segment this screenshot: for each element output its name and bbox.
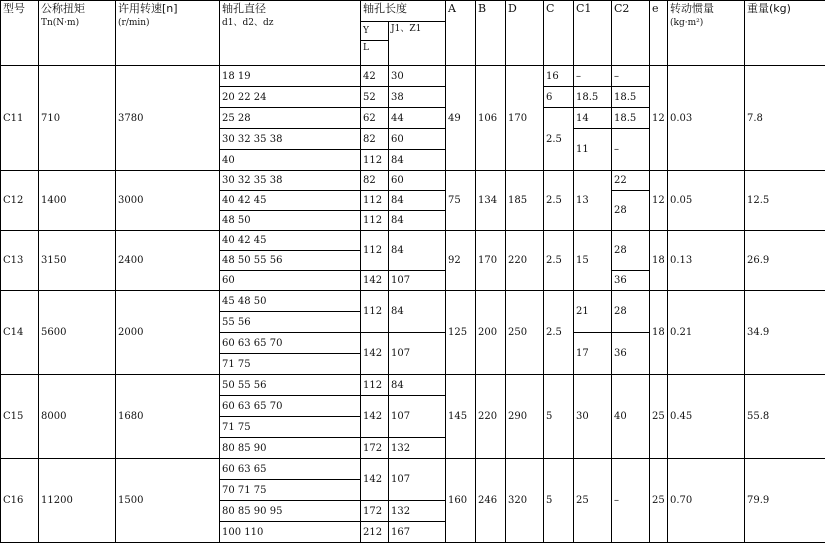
inertia-cell: 0.13 <box>668 231 745 291</box>
e-cell: 18 <box>650 231 668 291</box>
j1-cell: 84 <box>389 150 446 171</box>
c-cell: 5 <box>544 375 574 459</box>
b-cell: 220 <box>476 375 506 459</box>
model-cell: C11 <box>1 66 39 171</box>
bore-cell: 70 71 75 <box>220 480 361 501</box>
bore-cell: 60 63 65 <box>220 459 361 480</box>
c-cell: 5 <box>544 459 574 543</box>
c2-cell: 22 <box>612 171 650 191</box>
weight-cell: 34.9 <box>745 291 825 375</box>
inertia-cell: 0.03 <box>668 66 745 171</box>
torque-cell: 3150 <box>39 231 116 291</box>
y-cell: 142 <box>361 459 389 501</box>
j1-cell: 84 <box>389 291 446 333</box>
c1-cell: 11 <box>574 129 612 171</box>
d-cell: 290 <box>506 375 544 459</box>
c2-cell: – <box>612 129 650 171</box>
header-bore-diameter: 轴孔直径 d1、d2、dz <box>220 1 361 66</box>
bore-cell: 60 63 65 70 <box>220 396 361 417</box>
y-cell: 112 <box>361 191 389 211</box>
j1-cell: 167 <box>389 522 446 543</box>
weight-cell: 55.8 <box>745 375 825 459</box>
e-cell: 25 <box>650 375 668 459</box>
bore-cell: 40 42 45 <box>220 191 361 211</box>
c-cell: 2.5 <box>544 171 574 231</box>
torque-cell: 5600 <box>39 291 116 375</box>
header-c2: C2 <box>612 1 650 66</box>
y-cell: 62 <box>361 108 389 129</box>
bore-cell: 45 48 50 <box>220 291 361 312</box>
header-l: L <box>361 41 389 66</box>
header-bore-length: 轴孔长度 <box>361 1 446 22</box>
d-cell: 185 <box>506 171 544 231</box>
bore-cell: 60 63 65 70 <box>220 333 361 354</box>
a-cell: 75 <box>446 171 476 231</box>
weight-cell: 79.9 <box>745 459 825 543</box>
c2-cell: 40 <box>612 375 650 459</box>
bore-cell: 20 22 24 <box>220 87 361 108</box>
speed-cell: 1500 <box>116 459 220 543</box>
header-j1z1: J1、Z1 <box>389 22 446 66</box>
torque-cell: 710 <box>39 66 116 171</box>
d-cell: 250 <box>506 291 544 375</box>
y-cell: 112 <box>361 231 389 271</box>
speed-cell: 2000 <box>116 291 220 375</box>
b-cell: 246 <box>476 459 506 543</box>
b-cell: 134 <box>476 171 506 231</box>
c2-cell: 28 <box>612 191 650 231</box>
y-cell: 142 <box>361 333 389 375</box>
bore-cell: 40 42 45 <box>220 231 361 251</box>
header-torque: 公称扭矩 Tn(N·m) <box>39 1 116 66</box>
header-a: A <box>446 1 476 66</box>
speed-cell: 2400 <box>116 231 220 291</box>
c2-cell: – <box>612 66 650 87</box>
y-cell: 142 <box>361 396 389 438</box>
bore-cell: 50 55 56 <box>220 375 361 396</box>
c2-cell: 36 <box>612 271 650 291</box>
header-c1: C1 <box>574 1 612 66</box>
c-cell: 6 <box>544 87 574 108</box>
a-cell: 125 <box>446 291 476 375</box>
c2-cell: 18.5 <box>612 108 650 129</box>
a-cell: 145 <box>446 375 476 459</box>
speed-cell: 3780 <box>116 66 220 171</box>
j1-cell: 84 <box>389 231 446 271</box>
j1-cell: 107 <box>389 459 446 501</box>
bore-cell: 25 28 <box>220 108 361 129</box>
a-cell: 92 <box>446 231 476 291</box>
bore-cell: 48 50 <box>220 211 361 231</box>
c1-cell: 18.5 <box>574 87 612 108</box>
j1-cell: 38 <box>389 87 446 108</box>
j1-cell: 84 <box>389 211 446 231</box>
model-cell: C14 <box>1 291 39 375</box>
y-cell: 112 <box>361 211 389 231</box>
j1-cell: 60 <box>389 171 446 191</box>
model-cell: C15 <box>1 375 39 459</box>
d-cell: 220 <box>506 231 544 291</box>
header-c: C <box>544 1 574 66</box>
b-cell: 170 <box>476 231 506 291</box>
j1-cell: 60 <box>389 129 446 150</box>
inertia-cell: 0.05 <box>668 171 745 231</box>
a-cell: 49 <box>446 66 476 171</box>
bore-cell: 80 85 90 95 <box>220 501 361 522</box>
c2-cell: 28 <box>612 291 650 333</box>
y-cell: 52 <box>361 87 389 108</box>
j1-cell: 132 <box>389 501 446 522</box>
model-cell: C13 <box>1 231 39 291</box>
c1-cell: 14 <box>574 108 612 129</box>
c-cell: 16 <box>544 66 574 87</box>
c1-cell: 13 <box>574 171 612 231</box>
bore-cell: 30 32 35 38 <box>220 129 361 150</box>
c-cell: 2.5 <box>544 231 574 291</box>
c2-cell: 36 <box>612 333 650 375</box>
torque-cell: 11200 <box>39 459 116 543</box>
c2-cell: 18.5 <box>612 87 650 108</box>
c1-cell: 21 <box>574 291 612 333</box>
inertia-cell: 0.70 <box>668 459 745 543</box>
header-weight: 重量(kg) <box>745 1 825 66</box>
c-cell: 2.5 <box>544 291 574 375</box>
weight-cell: 12.5 <box>745 171 825 231</box>
bore-cell: 71 75 <box>220 417 361 438</box>
a-cell: 160 <box>446 459 476 543</box>
torque-cell: 8000 <box>39 375 116 459</box>
y-cell: 42 <box>361 66 389 87</box>
e-cell: 25 <box>650 459 668 543</box>
y-cell: 212 <box>361 522 389 543</box>
bore-cell: 18 19 <box>220 66 361 87</box>
bore-cell: 100 110 <box>220 522 361 543</box>
y-cell: 172 <box>361 501 389 522</box>
j1-cell: 107 <box>389 396 446 438</box>
bore-cell: 55 56 <box>220 312 361 333</box>
weight-cell: 26.9 <box>745 231 825 291</box>
j1-cell: 84 <box>389 375 446 396</box>
j1-cell: 107 <box>389 333 446 375</box>
header-speed: 许用转速[n] (r/min) <box>116 1 220 66</box>
bore-cell: 80 85 90 <box>220 438 361 459</box>
e-cell: 12 <box>650 66 668 171</box>
b-cell: 200 <box>476 291 506 375</box>
j1-cell: 44 <box>389 108 446 129</box>
header-e: e <box>650 1 668 66</box>
y-cell: 82 <box>361 171 389 191</box>
c-cell: 2.5 <box>544 108 574 171</box>
weight-cell: 7.8 <box>745 66 825 171</box>
speed-cell: 3000 <box>116 171 220 231</box>
c1-cell: 15 <box>574 231 612 291</box>
y-cell: 82 <box>361 129 389 150</box>
e-cell: 12 <box>650 171 668 231</box>
y-cell: 172 <box>361 438 389 459</box>
speed-cell: 1680 <box>116 375 220 459</box>
header-model: 型号 <box>1 1 39 66</box>
header-y: Y <box>361 22 389 41</box>
c1-cell: 17 <box>574 333 612 375</box>
b-cell: 106 <box>476 66 506 171</box>
header-d: D <box>506 1 544 66</box>
y-cell: 112 <box>361 291 389 333</box>
bore-cell: 40 <box>220 150 361 171</box>
model-cell: C12 <box>1 171 39 231</box>
bore-cell: 30 32 35 38 <box>220 171 361 191</box>
e-cell: 18 <box>650 291 668 375</box>
torque-cell: 1400 <box>39 171 116 231</box>
c2-cell: 28 <box>612 231 650 271</box>
bore-cell: 48 50 55 56 <box>220 251 361 271</box>
y-cell: 142 <box>361 271 389 291</box>
inertia-cell: 0.21 <box>668 291 745 375</box>
c1-cell: – <box>574 66 612 87</box>
inertia-cell: 0.45 <box>668 375 745 459</box>
y-cell: 112 <box>361 375 389 396</box>
c2-cell: – <box>612 459 650 543</box>
j1-cell: 132 <box>389 438 446 459</box>
header-inertia: 转动惯量 (kg·m²) <box>668 1 745 66</box>
bore-cell: 71 75 <box>220 354 361 375</box>
j1-cell: 107 <box>389 271 446 291</box>
c1-cell: 25 <box>574 459 612 543</box>
header-b: B <box>476 1 506 66</box>
c1-cell: 30 <box>574 375 612 459</box>
d-cell: 320 <box>506 459 544 543</box>
y-cell: 112 <box>361 150 389 171</box>
j1-cell: 84 <box>389 191 446 211</box>
bore-cell: 60 <box>220 271 361 291</box>
model-cell: C16 <box>1 459 39 543</box>
j1-cell: 30 <box>389 66 446 87</box>
d-cell: 170 <box>506 66 544 171</box>
